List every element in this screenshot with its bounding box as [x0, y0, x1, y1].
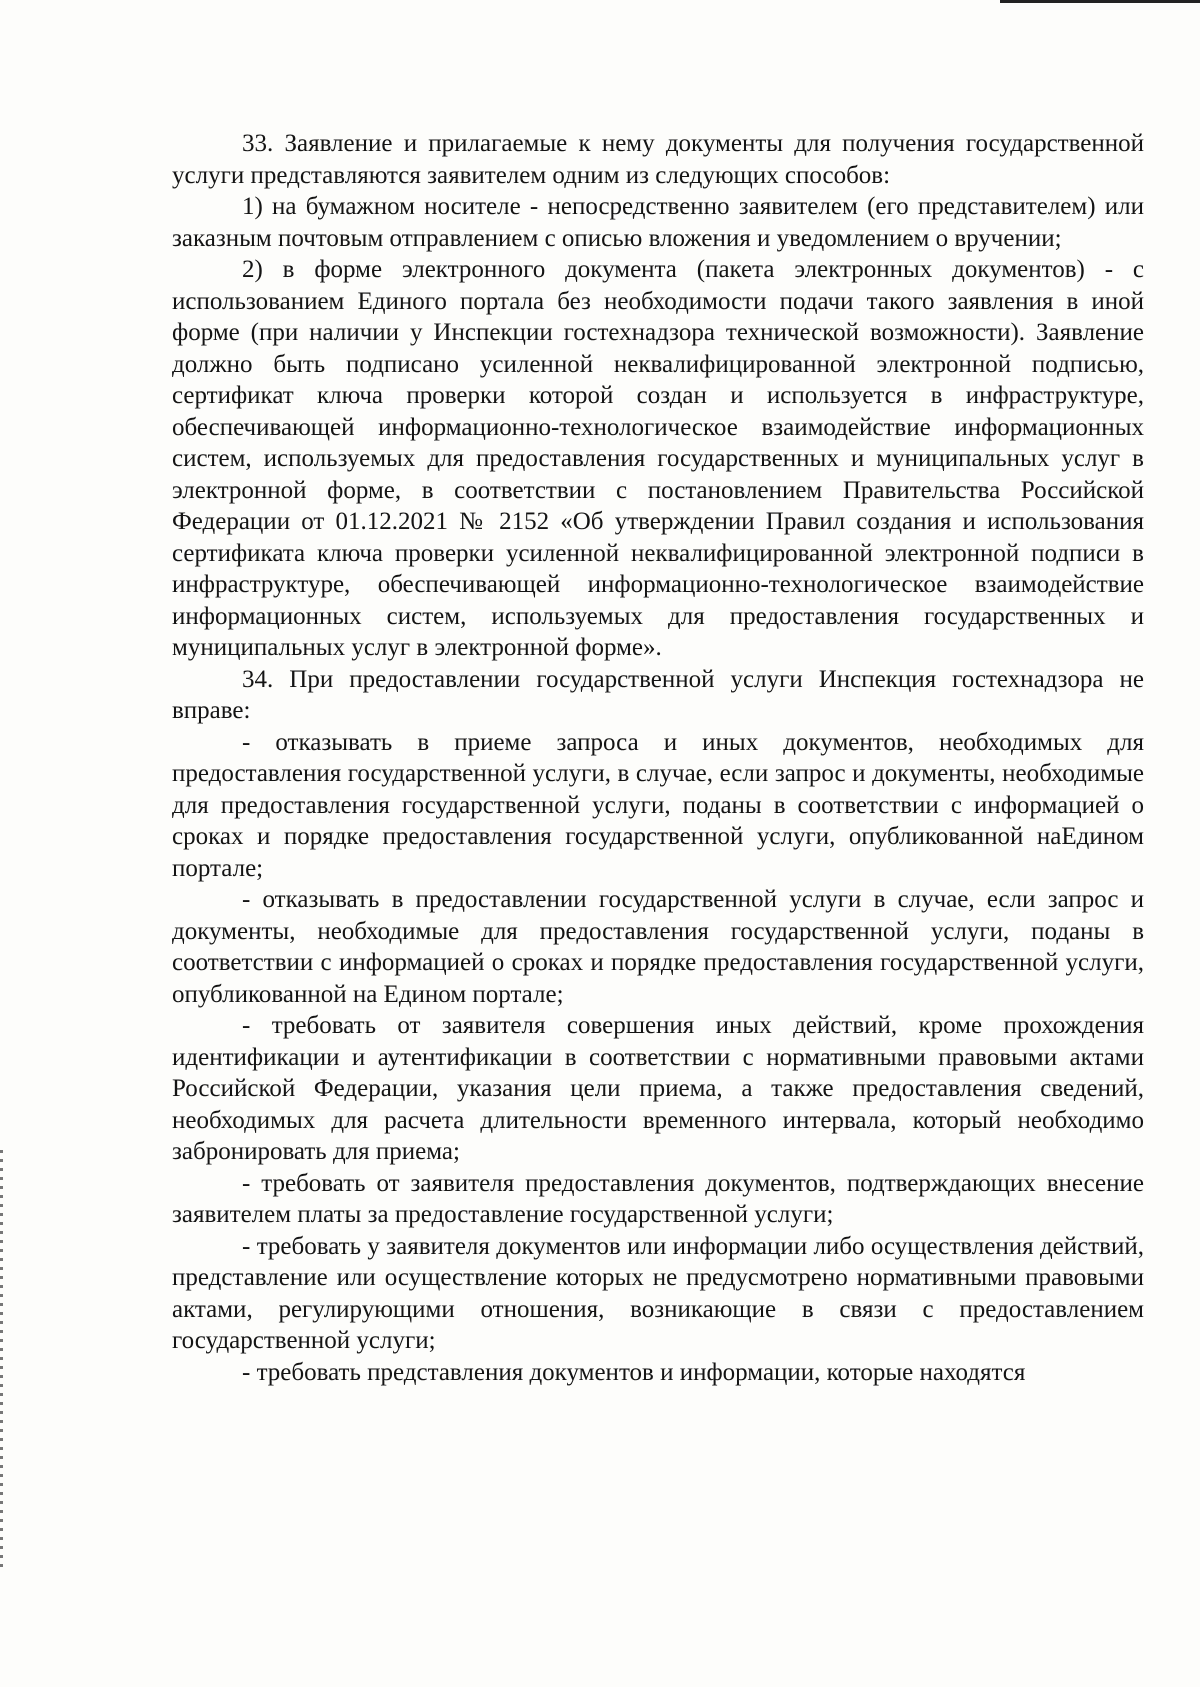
top-edge-rule [1000, 0, 1200, 3]
paragraph-34-item-3: - требовать от заявителя совершения иных действий, кроме прохождения идентификации и аутентификации в соответствии с нормативными правовыми актами Российской Федерации, указания цели приема, а также предоставления сведений, необходимых для расчета длительности временного интервала, который необходимо забронировать для приема; [172, 1012, 1144, 1165]
document-body [172, 128, 1144, 1388]
paragraph-34-item-6: - требовать представления документов и информации, которые находятся [242, 1358, 1026, 1386]
paragraph-34-item-4: - требовать от заявителя предоставления документов, подтверждающих внесение заявителем платы за предоставление государственной услуги; [172, 1169, 1144, 1228]
paragraph-33-item-1: 1) на бумажном носителе - непосредственно заявителем (его представителем) или заказным почтовым отправлением с описью вложения и уведомлением о вручении; [172, 193, 1144, 252]
paragraph-34-item-2: - отказывать в предоставлении государственной услуги в случае, если запрос и документы, необходимые для предоставления государственной услуги, поданы в соответствии с информацией о сроках и порядке предоставления государственной услуги, опубликованной на Едином портале; [172, 886, 1144, 1008]
paragraph-33: 33. Заявление и прилагаемые к нему документы для получения государственной услуги представляются заявителем одним из следующих способов: [172, 130, 1144, 189]
paragraph-33-item-2: 2) в форме электронного документа (пакета электронных документов) - с использованием Единого портала без необходимости подачи такого заявления в иной форме (при наличии у Инспекции гостехнадзора технической возможности). Заявление должно быть подписано усиленной неквалифицированной электронной подписью, сертификат ключа проверки которой создан и используется в инфраструктуре, обеспечивающей информационно-технологическое взаимодействие информационных систем, используемых для предоставления государственных и муниципальных услуг в электронной форме, в соответствии с постановлением Правительства Российской Федерации от 01.12.2021 № 2152 «Об утверждении Правил создания и использования сертификата ключа проверки усиленной неквалифицированной электронной подписи в инфраструктуре, обеспечивающей информационно-технологическое взаимодействие информационных систем, используемых для предоставления государственных и муниципальных услуг в электронной форме». [172, 256, 1144, 661]
paragraph-34: 34. При предоставлении государственной услуги Инспекция гостехнадзора не вправе: [172, 665, 1144, 724]
paragraph-34-item-1: - отказывать в приеме запроса и иных документов, необходимых для предоставления государственной услуги, в случае, если запрос и документы, необходимые для предоставления государственной услуги, поданы в соответствии с информацией о сроках и порядке предоставления государственной услуги, опубликованной наЕдином портале; [172, 728, 1144, 882]
paragraph-34-item-5: - требовать у заявителя документов или информации либо осуществления действий, представление или осуществление которых не предусмотрено нормативными правовыми актами, регулирующими отношения, возникающие в связи с предоставлением государственной услуги; [172, 1232, 1144, 1354]
scan-edge-mark [0, 1150, 3, 1570]
